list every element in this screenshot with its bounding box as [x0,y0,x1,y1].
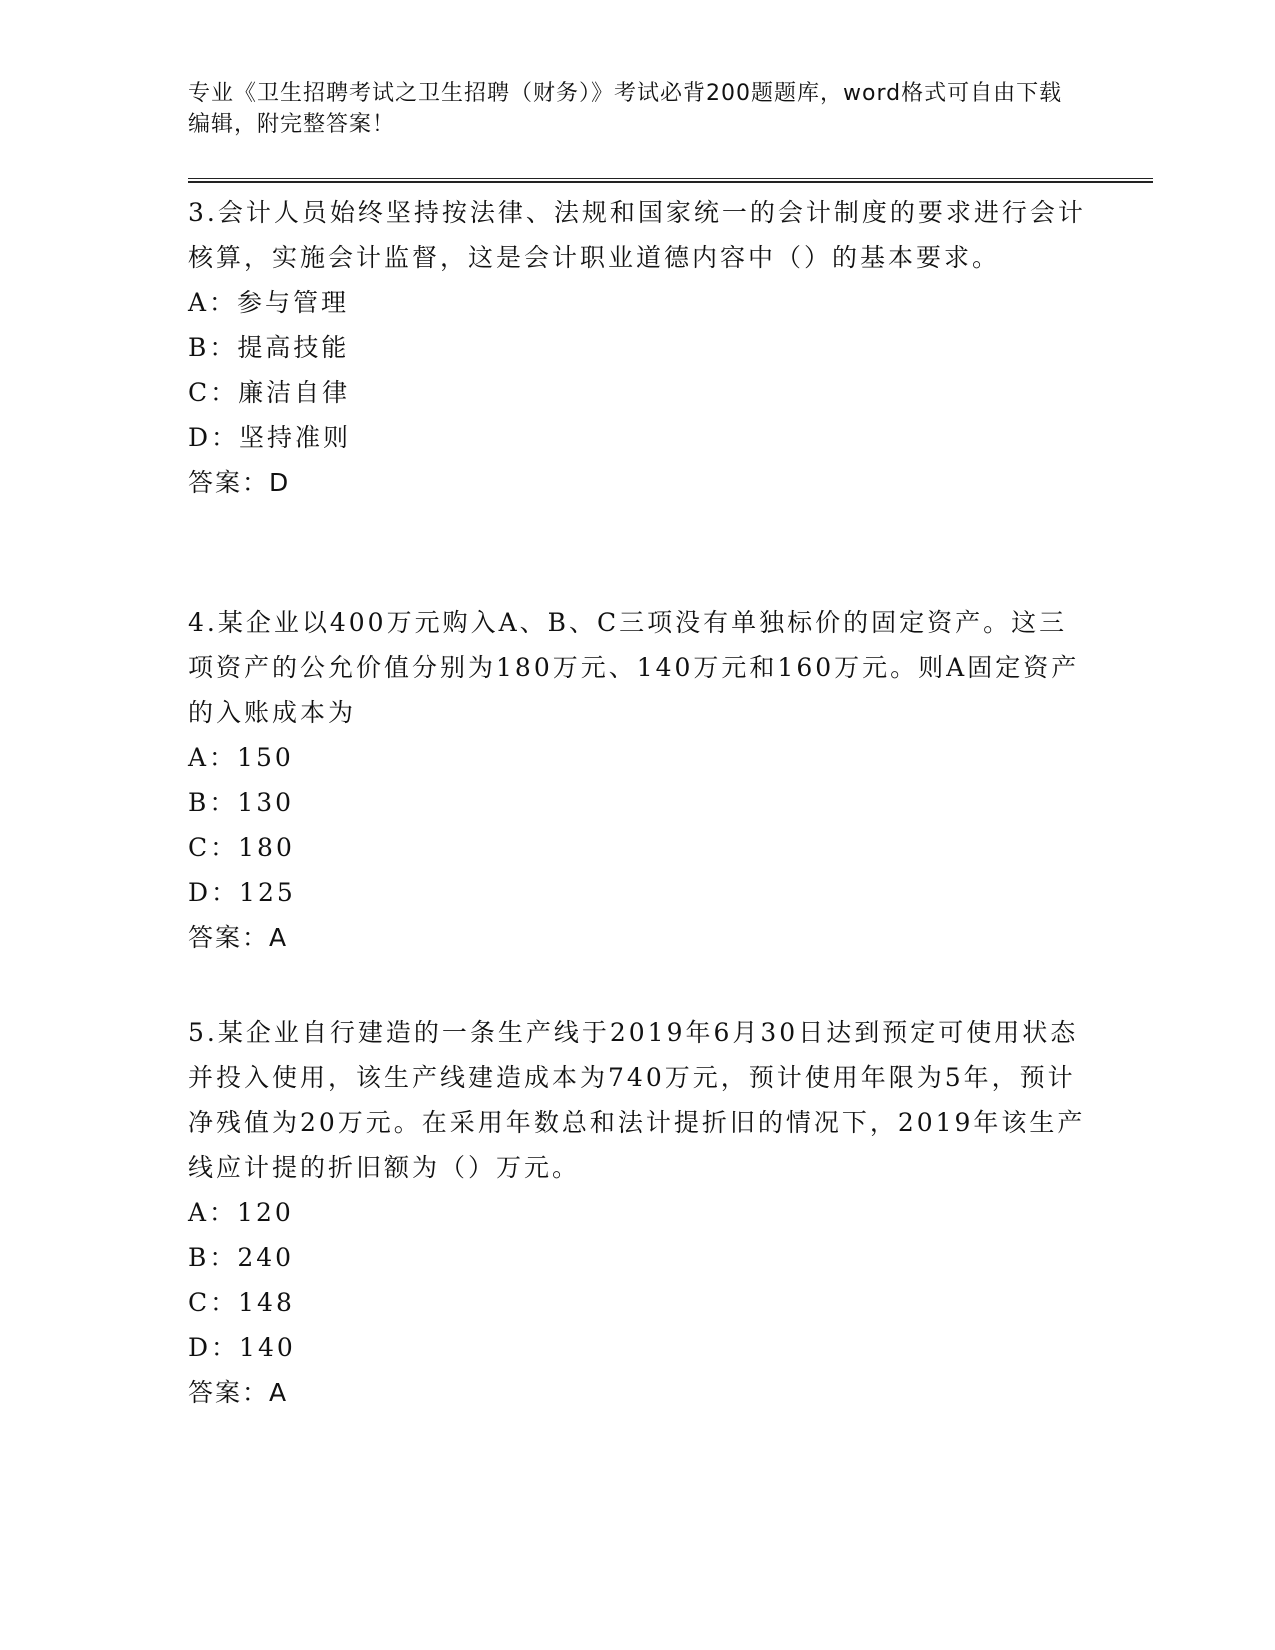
header-divider [188,178,1153,183]
option-c: C：148 [188,1288,295,1317]
question-4 [188,600,1088,960]
option-c: C：180 [188,833,295,862]
option-a: A：120 [188,1198,294,1227]
question-5 [188,1010,1088,1415]
question-stem: 4.某企业以400万元购入A、B、C三项没有单独标价的固定资产。这三项资产的公允价值分别为180万元、140万元和160万元。则A固定资产的入账成本为 [188,608,1080,727]
question-stem: 3.会计人员始终坚持按法律、法规和国家统一的会计制度的要求进行会计核算，实施会计监督，这是会计职业道德内容中（）的基本要求。 [188,198,1086,272]
option-c: C：廉洁自律 [188,378,351,407]
answer-line: 答案：A [188,1378,289,1407]
document-header: 专业《卫生招聘考试之卫生招聘（财务）》考试必背200题题库，word格式可自由下载编辑，附完整答案！ [188,81,1063,137]
option-d: D：坚持准则 [188,423,352,452]
option-b: B：提高技能 [188,333,350,362]
question-3 [188,190,1088,505]
option-b: B：130 [188,788,295,817]
option-d: D：125 [188,878,296,907]
option-d: D：140 [188,1333,296,1362]
answer-line: 答案：D [188,468,291,497]
option-a: A：150 [188,743,294,772]
answer-line: 答案：A [188,923,289,952]
option-b: B：240 [188,1243,295,1272]
question-stem: 5.某企业自行建造的一条生产线于2019年6月30日达到预定可使用状态并投入使用，该生产线建造成本为740万元，预计使用年限为5年，预计净残值为20万元。在采用年数总和法计提折旧的情况下，2019年该生产线应计提的折旧额为（）万元。 [188,1018,1086,1182]
option-a: A：参与管理 [188,288,350,317]
